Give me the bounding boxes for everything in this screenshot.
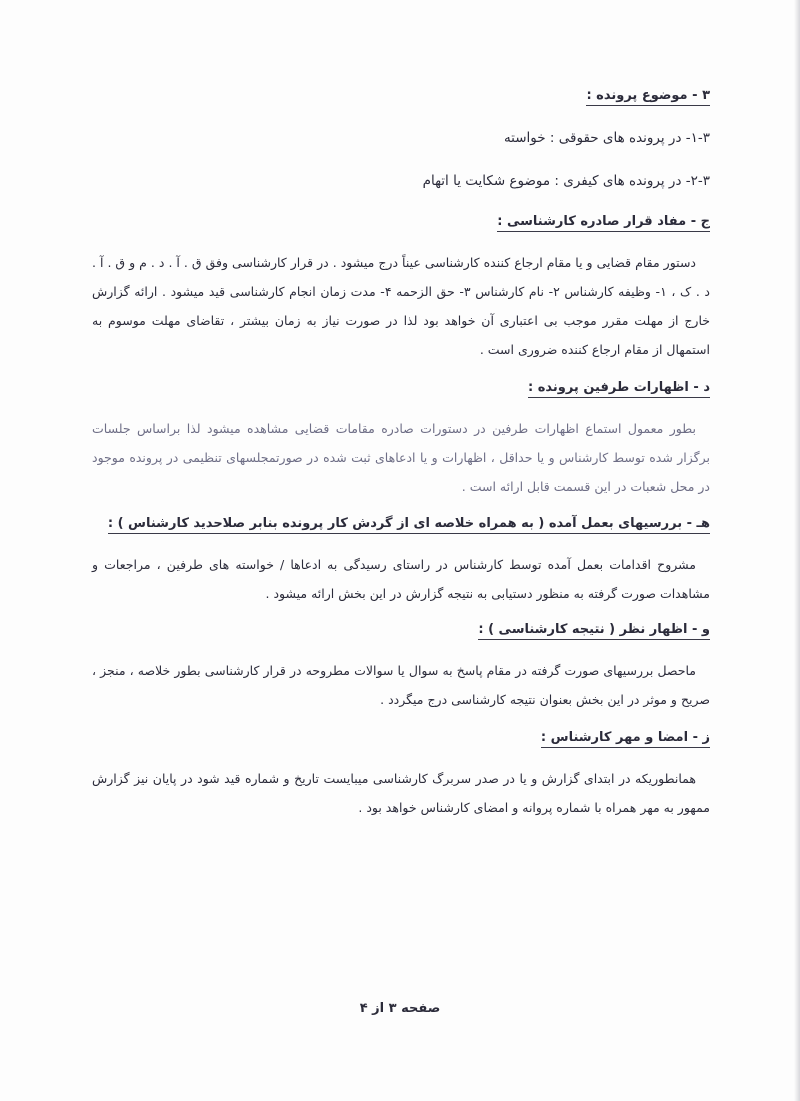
- section-3-item-1: ۱-۳- در پرونده های حقوقی : خواسته: [503, 130, 710, 146]
- section-3-heading: ۳ - موضوع پرونده :: [92, 86, 710, 106]
- section-j-heading: ج - مفاد قرار صادره کارشناسی :: [92, 212, 710, 232]
- section-z-heading: ز - امضا و مهر کارشناس :: [92, 728, 710, 748]
- section-3-item-2: ۲-۳- در پرونده های کیفری : موضوع شکایت یا اتهام: [422, 173, 710, 189]
- section-v-paragraph: ماحصل بررسیهای صورت گرفته در مقام پاسخ به سوال یا سوالات مطروحه در قرار کارشناسی بطور خلاصه ، منجز ، صریح و موثر در این بخش بعنوان نتیجه کارشناسی درج میگردد .: [92, 663, 710, 707]
- section-j-paragraph: دستور مقام قضایی و یا مقام ارجاع کننده کارشناسی عیناً درج میشود . در قرار کارشناسی وفق ق . آ . د . م و ق . آ . د . ک ، ۱- وظیفه کارشناس ۲- نام کارشناس ۳- حق الزحمه ۴- مدت زمان انجام کارشناسی قید میشود . ارائه گزارش خارج از مهلت مقرر موجب بی اعتباری آن خواهد بود لذا در صورت نیاز به زمان بیشتر ، تقاضای مهلت موسوم به استمهال از مقام ارجاع کننده ضروری است .: [92, 255, 711, 357]
- page-number: صفحه ۳ از ۴: [359, 1001, 441, 1016]
- section-v-heading: و - اظهار نظر ( نتیجه کارشناسی ) :: [92, 620, 710, 640]
- page-edge-shadow: [794, 0, 800, 1101]
- section-z-paragraph: همانطوریکه در ابتدای گزارش و یا در صدر سربرگ کارشناسی میبایست تاریخ و شماره قید شود در پایان نیز گزارش ممهور به مهر همراه با شماره پروانه و امضای کارشناس خواهد بود .: [92, 771, 710, 815]
- section-d-heading: د - اظهارات طرفین پرونده :: [92, 378, 710, 398]
- section-d-paragraph: بطور معمول استماع اظهارات طرفین در دستورات صادره مقامات قضایی مشاهده میشود لذا براساس جلسات برگزار شده توسط کارشناس و یا حداقل ، اظهارات و یا ادعاهای ثبت شده در صورتمجلسهای تنظیمی در پرونده موجود در محل شعبات در این قسمت قابل ارائه است .: [92, 421, 710, 494]
- section-h-paragraph: مشروح اقدامات بعمل آمده توسط کارشناس در راستای رسیدگی به ادعاها / خواسته های طرفین ، مراجعات و مشاهدات صورت گرفته به منظور دستیابی به نتیجه گزارش در این بخش ارائه میشود .: [92, 557, 710, 601]
- document-body: [92, 86, 710, 822]
- section-h-heading: هـ - بررسیهای بعمل آمده ( به همراه خلاصه ای از گردش کار پرونده بنابر صلاحدید کارشناس ) :: [92, 514, 710, 534]
